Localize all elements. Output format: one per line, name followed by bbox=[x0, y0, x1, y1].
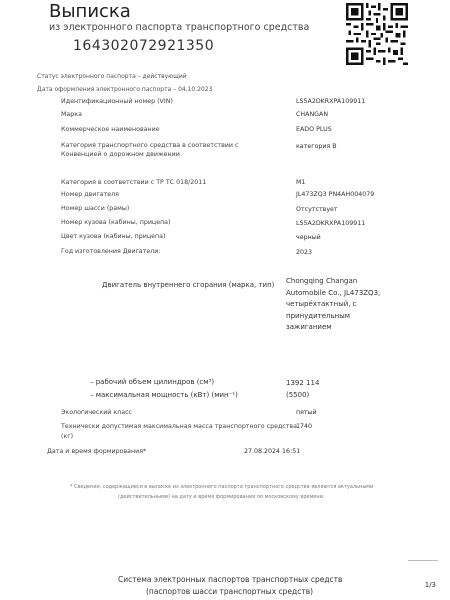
row-label-brand: Марка bbox=[61, 111, 82, 118]
document-subtitle: из электронного паспорта транспортного средства bbox=[49, 22, 310, 33]
row-label-category: Категория транспортного средства в соответствии с bbox=[61, 142, 239, 149]
qr-code-icon bbox=[346, 3, 408, 65]
row-value-manufacture-year: 2023 bbox=[296, 249, 313, 256]
footnote-line2: (действительными) на дату и время формирования по московскому времени. bbox=[118, 494, 325, 500]
row-label-chassis-number: Номер шасси (рамы) bbox=[61, 205, 130, 212]
row-value-brand: CHANGAN bbox=[296, 111, 329, 118]
formed-datetime-label: Дата и время формирования* bbox=[47, 448, 147, 455]
engine-value: Chongqing Changan Automobile Co., JL473ZQ3, четырёхтактный, с принудительным зажиганием bbox=[286, 277, 381, 331]
passport-issue-date: Дата оформления электронного паспорта – 04.10.2023 bbox=[37, 86, 213, 93]
max-mass-label-line2: (кг) bbox=[61, 433, 74, 440]
displacement-label: – рабочий объем цилиндров (см³) bbox=[90, 378, 215, 386]
page-edge-line bbox=[408, 560, 438, 561]
row-value-body-number: LS5A2DKRXPA109911 bbox=[296, 220, 366, 227]
bottom-system-line1: Система электронных паспортов транспортных средств bbox=[118, 575, 343, 584]
eco-class-label: Экологический класс bbox=[61, 409, 132, 416]
row-label-body-number: Номер кузова (кабины, прицепа) bbox=[61, 219, 171, 226]
row-label-commercial-name: Коммерческое наименование bbox=[61, 126, 160, 133]
passport-status: Статус электронного паспорта – действующий bbox=[37, 73, 187, 80]
row-label-manufacture-year: Год изготовления Двигатели: bbox=[61, 248, 161, 255]
row-label-category-tr: Категория в соответствии с ТР ТС 018/2011 bbox=[61, 179, 207, 186]
engine-label: Двигатель внутреннего сгорания (марка, тип) bbox=[102, 281, 275, 289]
footnote-line1: * Сведения, содержащиеся в выписке из электронного паспорта транспортного средства являются актуальными bbox=[70, 484, 374, 490]
row-label-engine-number: Номер двигателя bbox=[61, 191, 119, 198]
row-value-category: категория B bbox=[296, 143, 337, 150]
document-number: 164302072921350 bbox=[73, 38, 215, 54]
row-label-vin: Идентификационный номер (VIN) bbox=[61, 98, 173, 105]
row-value-category-tr: M1 bbox=[296, 179, 306, 186]
row-value-vin: LS5A2DKRXPA109911 bbox=[296, 98, 366, 105]
bottom-system-line2: (паспортов шасси транспортных средств) bbox=[146, 587, 314, 596]
power-label: – максимальная мощность (кВт) (мин⁻¹) bbox=[90, 391, 238, 399]
max-mass-label: Технически допустимая максимальная масса транспортного средства bbox=[61, 423, 298, 430]
max-mass-value: 1740 bbox=[296, 423, 313, 430]
row-value-engine-number: JL473ZQ3 PN4AH004079 bbox=[296, 191, 375, 198]
row-label-body-color: Цвет кузова (кабины, прицепа) bbox=[61, 233, 166, 240]
power-value: (5500) bbox=[286, 391, 310, 399]
row-value-chassis-number: Отсутствует bbox=[296, 206, 338, 213]
formed-datetime-value: 27.08.2024 16:51 bbox=[244, 448, 301, 455]
row-value-body-color: черный bbox=[296, 234, 321, 241]
page-number: 1/3 bbox=[424, 581, 436, 589]
displacement-value: 1392 114 bbox=[286, 379, 320, 387]
eco-class-value: пятый bbox=[296, 409, 317, 416]
row-value-commercial-name: EADO PLUS bbox=[296, 126, 332, 133]
row-label-category-line2: Конвенцией о дорожном движении bbox=[61, 151, 180, 158]
document-title: Выписка bbox=[49, 1, 131, 22]
